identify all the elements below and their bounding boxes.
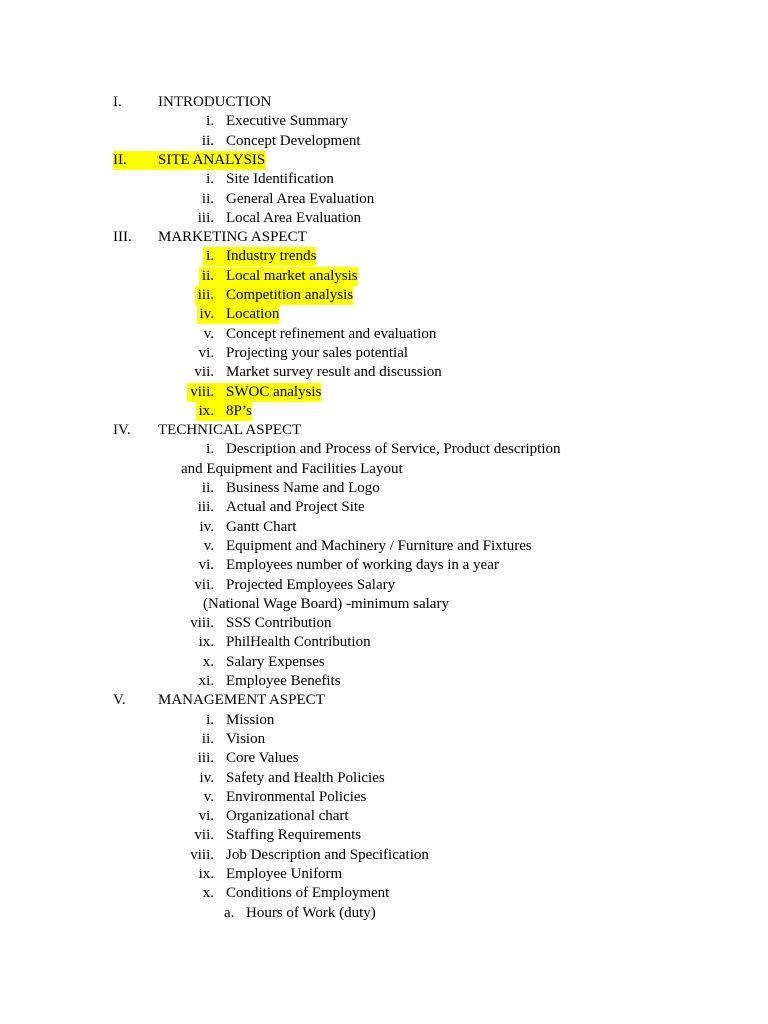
item-numeral-box xyxy=(150,305,214,324)
item-numeral-box xyxy=(150,556,214,575)
item-numeral: ix. xyxy=(198,634,214,651)
item-numeral: iii. xyxy=(197,499,214,516)
item-text: Executive Summary xyxy=(226,113,349,130)
item-numeral: i. xyxy=(206,711,214,728)
item-numeral-box xyxy=(150,633,214,652)
item-numeral-box xyxy=(150,209,214,228)
item-numeral-box xyxy=(150,402,214,421)
item-numeral-box xyxy=(150,846,214,865)
item-numeral: xi. xyxy=(198,673,214,689)
item-numeral: iv. xyxy=(199,518,214,535)
item-numeral-box xyxy=(150,788,214,807)
item-numeral: ii. xyxy=(201,730,214,747)
item-text: Business Name and Logo xyxy=(226,480,380,496)
item-numeral: v. xyxy=(203,537,214,554)
item-numeral: viii. xyxy=(190,615,214,632)
sub-item-text: Hours of Work (duty) xyxy=(246,904,376,921)
item-numeral: iii. xyxy=(195,286,214,305)
item-numeral-box xyxy=(150,653,214,672)
item-numeral: vii. xyxy=(194,827,214,844)
item-text: Industry trends xyxy=(214,247,316,266)
item-text: Employee Uniform xyxy=(226,866,343,882)
item-numeral: v. xyxy=(203,325,214,342)
section-heading xyxy=(113,151,266,170)
item-numeral: iii. xyxy=(197,750,214,767)
item-text: Local Area Evaluation xyxy=(226,209,361,226)
section-title: MARKETING ASPECT xyxy=(158,229,307,246)
item-numeral-box xyxy=(150,383,214,402)
item-numeral-box xyxy=(150,730,214,749)
item-text: Mission xyxy=(226,711,275,728)
item-numeral: i. xyxy=(206,171,214,188)
item-text: Site Identification xyxy=(226,171,334,188)
item-numeral: i. xyxy=(206,441,214,458)
item-numeral: vi. xyxy=(198,808,214,825)
item-text: Employees number of working days in a year xyxy=(226,557,499,574)
item-numeral-box xyxy=(150,325,214,344)
item-numeral: x. xyxy=(202,885,214,902)
item-numeral: i. xyxy=(206,113,214,130)
item-numeral-box xyxy=(150,479,214,498)
item-text: Market survey result and discussion xyxy=(226,364,442,381)
item-numeral-box xyxy=(150,769,214,788)
section-title: MANAGEMENT ASPECT xyxy=(158,692,325,709)
item-numeral: iii. xyxy=(197,209,214,226)
sub-item-letter: a. xyxy=(224,904,235,921)
item-text: Staffing Requirements xyxy=(226,827,362,844)
item-numeral: ix. xyxy=(198,866,214,882)
item-numeral-box xyxy=(150,576,214,595)
item-continuation-text: and Equipment and Facilities Layout xyxy=(181,460,403,477)
item-text: SWOC analysis xyxy=(214,383,321,402)
item-numeral: i. xyxy=(203,247,214,266)
item-numeral-box xyxy=(150,363,214,382)
item-numeral-box xyxy=(150,807,214,826)
item-numeral: vii. xyxy=(194,364,214,381)
item-numeral: ii. xyxy=(201,190,214,207)
item-numeral-box xyxy=(150,537,214,556)
item-text: General Area Evaluation xyxy=(226,190,375,207)
item-text: Competition analysis xyxy=(214,286,353,305)
item-numeral-box xyxy=(150,112,214,131)
section-title: TECHNICAL ASPECT xyxy=(158,422,302,439)
item-numeral: vi. xyxy=(198,344,214,361)
item-numeral: vi. xyxy=(198,557,214,574)
item-numeral-box xyxy=(150,884,214,903)
item-numeral-box xyxy=(150,826,214,845)
item-numeral-box xyxy=(150,614,214,633)
item-numeral-box xyxy=(150,267,214,286)
item-numeral: viii. xyxy=(187,383,214,402)
item-numeral-box xyxy=(150,865,214,884)
item-text: 8P’s xyxy=(214,402,252,421)
item-numeral: iv. xyxy=(199,769,214,786)
section-numeral: V. xyxy=(113,692,126,709)
section-title: SITE ANALYSIS xyxy=(158,151,266,168)
item-numeral: ii. xyxy=(201,132,214,149)
item-numeral: ii. xyxy=(201,480,214,496)
item-text: Organizational chart xyxy=(226,808,349,825)
item-text: Safety and Health Policies xyxy=(226,769,385,786)
section-numeral: IV. xyxy=(113,422,131,439)
section-numeral: III. xyxy=(113,229,132,246)
item-text: PhilHealth Contribution xyxy=(226,634,371,651)
item-text: Salary Expenses xyxy=(226,653,325,670)
item-text: Gantt Chart xyxy=(226,518,297,535)
item-numeral-box xyxy=(150,170,214,189)
item-text: Concept Development xyxy=(226,132,361,149)
section-numeral: I. xyxy=(113,94,122,110)
item-text: SSS Contribution xyxy=(226,615,332,632)
section-title: INTRODUCTION xyxy=(158,94,272,110)
item-text: Vision xyxy=(226,730,266,747)
item-text: Location xyxy=(214,305,279,324)
item-numeral-box xyxy=(150,672,214,691)
item-text: Projected Employees Salary xyxy=(226,576,396,593)
item-text: Employee Benefits xyxy=(226,673,341,689)
item-continuation-text: (National Wage Board) -minimum salary xyxy=(203,595,449,612)
item-numeral-box xyxy=(150,132,214,151)
section-numeral: II. xyxy=(113,151,127,168)
item-numeral: ix. xyxy=(196,402,214,421)
item-numeral-box xyxy=(150,344,214,363)
item-text: Core Values xyxy=(226,750,299,767)
item-text: Environmental Policies xyxy=(226,788,367,805)
item-text: Equipment and Machinery / Furniture and Fixtures xyxy=(226,537,532,554)
item-text: Projecting your sales potential xyxy=(226,344,409,361)
item-numeral-box xyxy=(150,440,214,459)
item-text: Local market analysis xyxy=(214,267,358,286)
item-numeral-box xyxy=(150,498,214,517)
item-numeral: viii. xyxy=(190,846,214,863)
item-text: Actual and Project Site xyxy=(226,499,365,516)
item-text: Description and Process of Service, Product description xyxy=(226,441,561,458)
item-numeral: v. xyxy=(203,788,214,805)
item-numeral-box xyxy=(150,247,214,266)
item-numeral: x. xyxy=(202,653,214,670)
item-numeral-box xyxy=(150,286,214,305)
item-numeral: vii. xyxy=(194,576,214,593)
item-text: Conditions of Employment xyxy=(226,885,390,902)
item-numeral: iv. xyxy=(197,305,214,324)
item-text: Job Description and Specification xyxy=(226,846,429,863)
item-numeral: ii. xyxy=(199,267,214,286)
item-text: Concept refinement and evaluation xyxy=(226,325,437,342)
item-numeral-box xyxy=(150,711,214,730)
item-numeral-box xyxy=(150,190,214,209)
item-numeral-box xyxy=(150,749,214,768)
item-numeral-box xyxy=(150,518,214,537)
